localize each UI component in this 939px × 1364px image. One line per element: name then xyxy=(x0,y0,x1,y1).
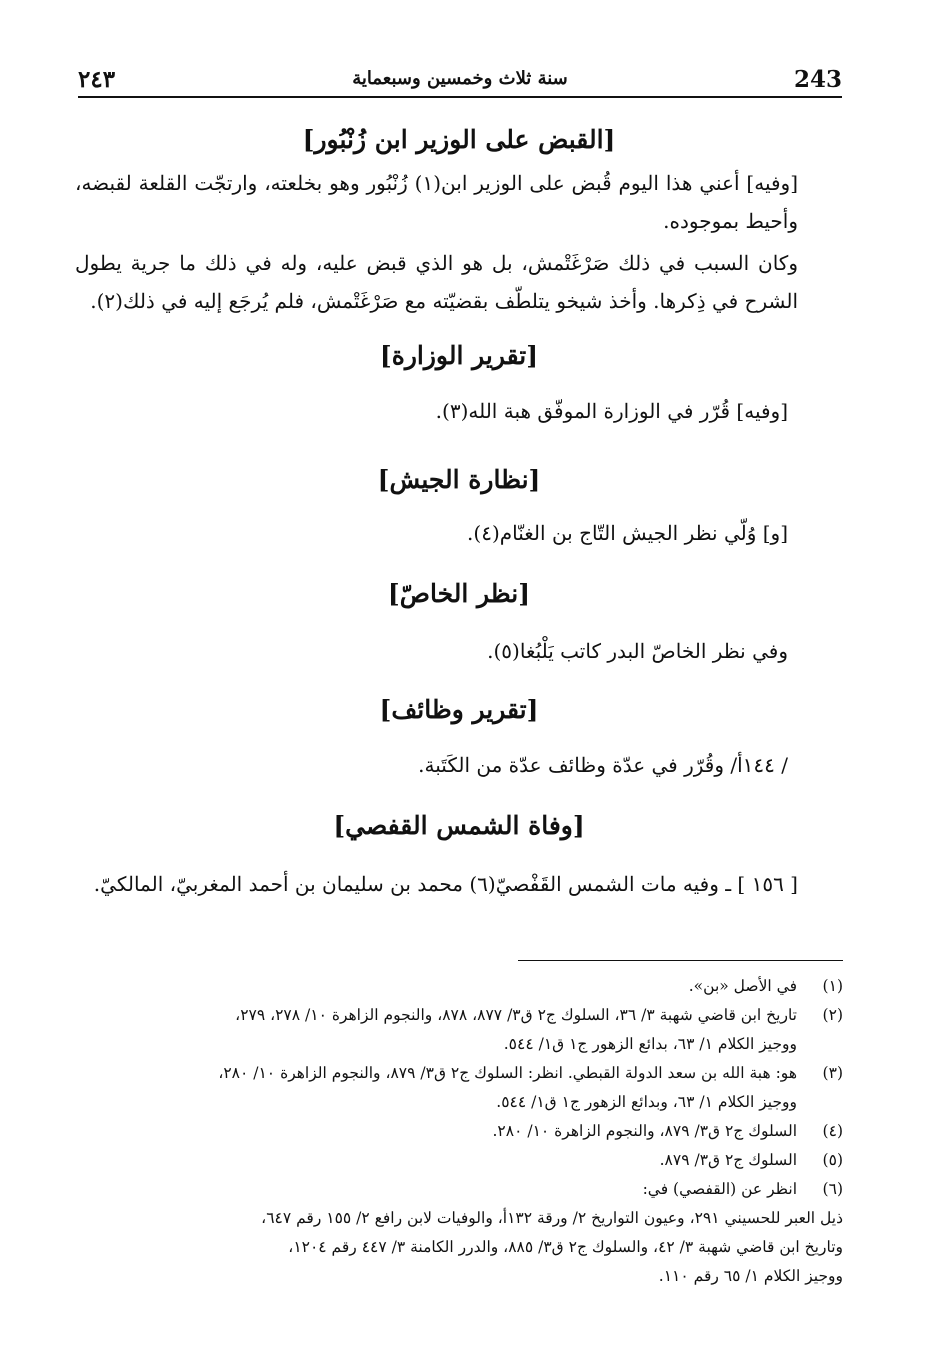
footnote xyxy=(75,1059,843,1117)
paragraph: [وفيه] أعني هذا اليوم قُبض على الوزير ابن(١) زُنْبُور وهو بخلعته، وارتجّت القلعة لقبضه، وأحيط بموجوده. xyxy=(75,171,799,233)
footnote-line: ووجيز الكلام ١/ ٦٣، بدائع الزهور ج١ ق١/ ٥٤٤. xyxy=(503,1035,797,1053)
paragraph: [وفيه] قُرّر في الوزارة الموفّق هبة الله(٣). xyxy=(435,399,788,423)
footnote-line: ووجيز الكلام ١/ ٦٣، وبدائع الزهور ج١ ق١/ ٥٤٤. xyxy=(496,1093,797,1111)
section-heading: [نظر الخاصّ] xyxy=(387,579,531,608)
footnote xyxy=(75,1001,843,1059)
footnote-number: (٢) xyxy=(822,1006,843,1024)
header-rule xyxy=(78,96,842,98)
footnote-line: ووجيز الكلام ١/ ٦٥ رقم ١١٠. xyxy=(658,1267,843,1285)
main-text xyxy=(75,118,843,906)
footnote-line: في الأصل «بن». xyxy=(688,977,797,995)
footnote-line: تاريخ ابن قاضي شهبة ٣/ ٣٦، السلوك ج٢ ق٣/ ٨٧٧، ٨٧٨، والنجوم الزاهرة ١٠/ ٢٧٨، ٢٧٩، xyxy=(235,1006,797,1024)
paragraph: وفي نظر الخاصّ البدر كاتب يَلْبُغا(٥). xyxy=(487,639,788,663)
page-number-arabic: ٢٤٣ xyxy=(78,66,116,93)
section-heading: [تقرير وظائف] xyxy=(379,695,539,724)
footnotes xyxy=(75,972,843,1291)
footnote xyxy=(75,972,843,1001)
footnote-line: السلوك ج٢ ق٣/ ٨٧٩، والنجوم الزاهرة ١٠/ ٢٨٠. xyxy=(492,1122,797,1140)
paragraph: [ ١٥٦ ] ـ وفيه مات الشمس القَفْصيّ(٦) محمد بن سليمان بن أحمد المغربيّ، المالكيّ. xyxy=(93,872,798,896)
running-title: سنة ثلاث وخمسين وسبعماية xyxy=(352,68,568,89)
footnote-number: (٥) xyxy=(822,1151,843,1169)
paragraph: [و] وُلّي نظر الجيش التّاج بن الغنّام(٤). xyxy=(467,521,788,545)
footnote-continuation xyxy=(75,1204,843,1291)
paragraph: / ١٤٤أ/ وقُرّر في عدّة وظائف عدّة من الكَتَبة. xyxy=(418,753,788,777)
footnote-rule xyxy=(518,960,843,961)
paragraph: وكان السبب في ذلك صَرْغَتْمش، بل هو الذي قبض عليه، وله في ذلك ما جرية يطول الشرح في ذِكرها. وأخذ شيخو يتلطّف بقضيّته مع صَرْغَتْمش، فلم يُرجَع إليه في ذلك(٢). xyxy=(75,251,798,313)
page-header xyxy=(78,58,842,98)
footnote-number: (١) xyxy=(822,977,843,995)
footnote-line: هو: هبة الله بن سعد الدولة القبطي. انظر: السلوك ج٢ ق٣/ ٨٧٩، والنجوم الزاهرة ١٠/ ٢٨٠، xyxy=(218,1064,797,1082)
footnote-line: ذيل العبر للحسيني ٢٩١، وعيون التواريخ ٢/ ورقة ١٣٢أ، والوفيات لابن رافع ٢/ ١٥٥ رقم ٦٤٧، xyxy=(261,1209,843,1227)
section-heading: [تقرير الوزارة] xyxy=(379,341,539,370)
footnote-number: (٤) xyxy=(822,1122,843,1140)
footnote xyxy=(75,1175,843,1204)
section-heading: [وفاة الشمس القفصي] xyxy=(333,811,585,840)
footnote-line: انظر عن (القفصي) في: xyxy=(642,1180,797,1198)
section-heading: [نظارة الجيش] xyxy=(377,465,541,494)
footnote-number: (٦) xyxy=(822,1180,843,1198)
section-heading: [القبض على الوزير ابن زُنْبُور] xyxy=(302,125,616,154)
footnote xyxy=(75,1146,843,1175)
footnote xyxy=(75,1117,843,1146)
footnote-number: (٣) xyxy=(822,1064,843,1082)
footnote-line: السلوك ج٢ ق٣/ ٨٧٩. xyxy=(659,1151,797,1169)
page-number-latin: 243 xyxy=(793,66,842,93)
footnote-line: وتاريخ ابن قاضي شهبة ٣/ ٤٢، والسلوك ج٢ ق٣/ ٨٨٥، والدرر الكامنة ٣/ ٤٤٧ رقم ١٢٠٤، xyxy=(288,1238,843,1256)
